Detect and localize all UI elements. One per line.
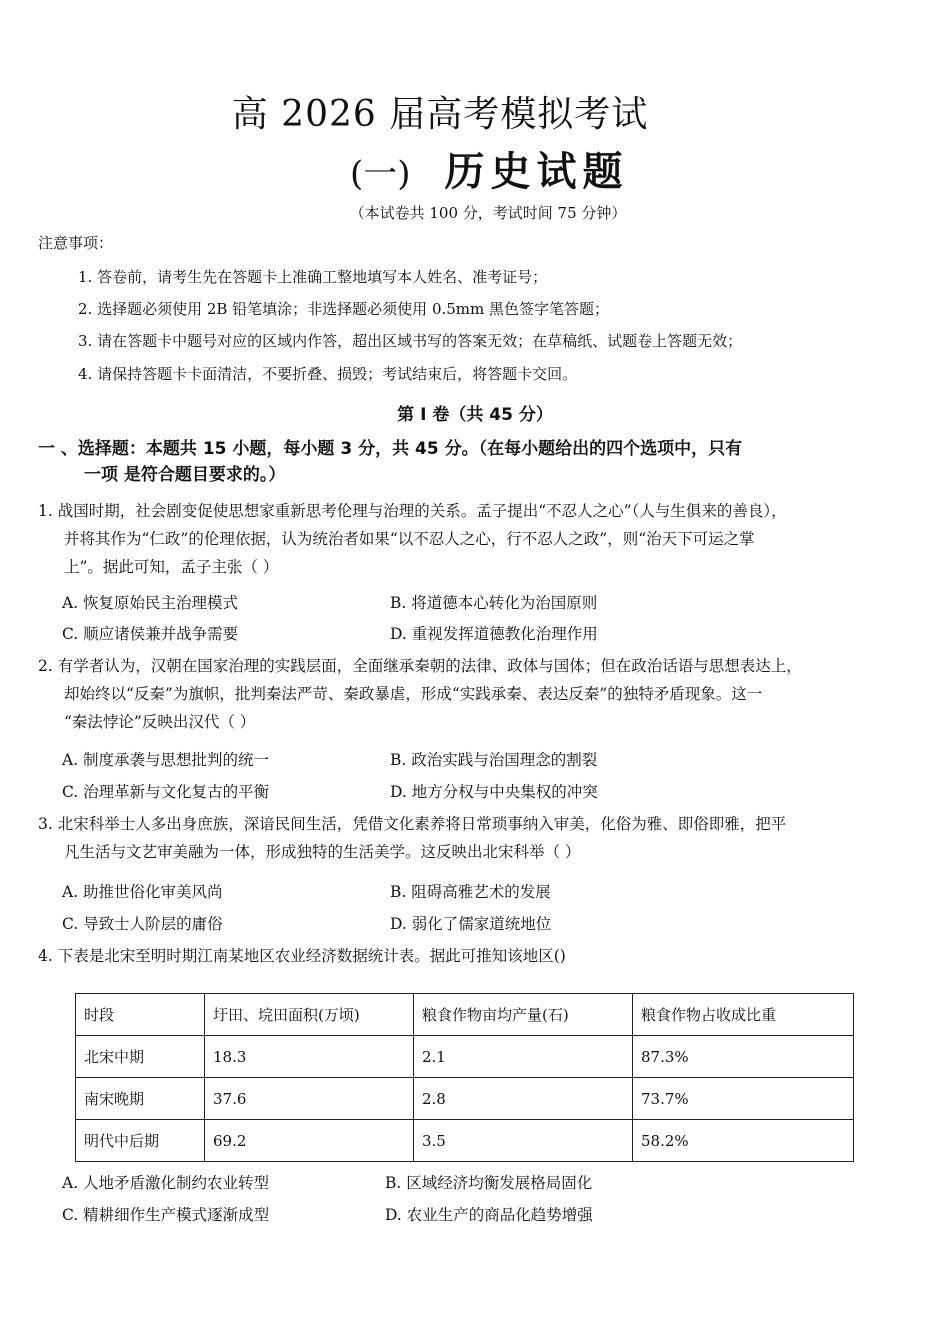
- question-line: 并将其作为“仁政”的伦理依据，认为统治者如果“以不忍人之心，行不忍人之政”，则“治天下可运之掌: [64, 530, 755, 548]
- question-4-option-a: A. 人地矛盾激化制约农业转型: [62, 1174, 270, 1192]
- table-header-cell: 粮食作物占收成比重: [633, 994, 854, 1036]
- table-cell: 明代中后期: [76, 1120, 205, 1162]
- table-header-cell: 圩田、垸田面积(万顷): [205, 994, 414, 1036]
- table-cell: 2.1: [414, 1036, 633, 1078]
- question-1-option-b: B. 将道德本心转化为治国原则: [390, 594, 598, 612]
- table-cell: 2.8: [414, 1078, 633, 1120]
- question-1-stem: [38, 497, 918, 581]
- table-row: [76, 1036, 854, 1078]
- table-cell: 37.6: [205, 1078, 414, 1120]
- notice-heading: 注意事项：: [38, 234, 114, 252]
- question-1-option-c: C. 顺应诸侯兼并战争需要: [62, 625, 239, 643]
- table-cell: 87.3%: [633, 1036, 854, 1078]
- part-heading: [38, 436, 918, 488]
- question-line: 2. 有学者认为，汉朝在国家治理的实践层面，全面继承秦朝的法律、政体与国体；但在政治话语与思想表达上，: [38, 657, 802, 675]
- question-2-option-a: A. 制度承袭与思想批判的统一: [62, 751, 270, 769]
- question-line: 凡生活与文艺审美融为一体，形成独特的生活美学。这反映出北宋科举（ ）: [64, 843, 581, 861]
- question-2-option-c: C. 治理革新与文化复古的平衡: [62, 783, 270, 801]
- exam-info: （本试卷共 100 分，考试时间 75 分钟）: [349, 204, 627, 222]
- notice-item: 4. 请保持答题卡卡面清洁，不要折叠、损毁；考试结束后，将答题卡交回。: [78, 365, 578, 383]
- question-3-option-d: D. 弱化了儒家道统地位: [390, 915, 552, 933]
- part-heading-line2: 一项 是符合题目要求的。）: [84, 465, 286, 485]
- question-2-stem: [38, 652, 918, 736]
- question-2-option-d: D. 地方分权与中央集权的冲突: [390, 783, 598, 801]
- question-1-option-a: A. 恢复原始民主治理模式: [62, 594, 239, 612]
- table-cell: 73.7%: [633, 1078, 854, 1120]
- part-heading-line1: 一 、选择题：本题共 15 小题，每小题 3 分，共 45 分。（在每小题给出的四个选项中，只有: [38, 439, 743, 459]
- question-4-option-b: B. 区域经济均衡发展格局固化: [385, 1174, 593, 1192]
- subject-title: [350, 140, 629, 197]
- question-3-option-c: C. 导致士人阶层的庸俗: [62, 915, 223, 933]
- table-row: [76, 1078, 854, 1120]
- question-line: 却始终以“反秦”为旗帜，批判秦法严苛、秦政暴虐，形成“实践承秦、表达反秦”的独特矛盾现象。这一: [64, 685, 763, 703]
- table-cell: 58.2%: [633, 1120, 854, 1162]
- question-4-stem: [38, 942, 918, 970]
- table-cell: 南宋晚期: [76, 1078, 205, 1120]
- table-cell: 18.3: [205, 1036, 414, 1078]
- agriculture-data-table: [75, 993, 854, 1162]
- question-4-option-d: D. 农业生产的商品化趋势增强: [385, 1206, 593, 1224]
- table-cell: 69.2: [205, 1120, 414, 1162]
- question-line: 4. 下表是北宋至明时期江南某地区农业经济数据统计表。据此可推知该地区(): [38, 947, 566, 965]
- question-line: 1. 战国时期，社会剧变促使思想家重新思考伦理与治理的关系。孟子提出“不忍人之心”（人与生俱来的善良），: [38, 502, 787, 520]
- question-3-stem: [38, 810, 918, 866]
- table-cell: 3.5: [414, 1120, 633, 1162]
- exam-title: 高 2026 届高考模拟考试: [231, 94, 649, 135]
- table-row: [76, 1120, 854, 1162]
- question-3-option-b: B. 阻碍高雅艺术的发展: [390, 883, 551, 901]
- table-header-cell: 时段: [76, 994, 205, 1036]
- question-4-option-c: C. 精耕细作生产模式逐渐成型: [62, 1206, 270, 1224]
- subject-name: 历史试题: [444, 149, 629, 195]
- notice-item: 3. 请在答题卡中题号对应的区域内作答，超出区域书写的答案无效；在草稿纸、试题卷上答题无效；: [78, 332, 743, 350]
- notice-item: 1. 答卷前，请考生先在答题卡上准确工整地填写本人姓名、准考证号；: [78, 268, 548, 286]
- question-line: “秦法悖论”反映出汉代（ ）: [64, 713, 256, 731]
- table-cell: 北宋中期: [76, 1036, 205, 1078]
- question-3-option-a: A. 助推世俗化审美风尚: [62, 883, 223, 901]
- question-line: 3. 北宋科举士人多出身庶族，深谙民间生活，凭借文化素养将日常琐事纳入审美，化俗为雅、即俗即雅，把平: [38, 815, 787, 833]
- table-header-cell: 粮食作物亩均产量(石): [414, 994, 633, 1036]
- section-title: 第 Ⅰ 卷（共 45 分）: [397, 405, 553, 425]
- notice-item: 2. 选择题必须使用 2B 铅笔填涂；非选择题必须使用 0.5mm 黑色签字笔答题；: [78, 300, 610, 318]
- question-2-option-b: B. 政治实践与治国理念的割裂: [390, 751, 598, 769]
- question-1-option-d: D. 重视发挥道德教化治理作用: [390, 625, 598, 643]
- table-header-row: [76, 994, 854, 1036]
- paper-number: (一): [350, 154, 411, 194]
- question-line: 上”。据此可知，孟子主张（ ）: [64, 558, 279, 576]
